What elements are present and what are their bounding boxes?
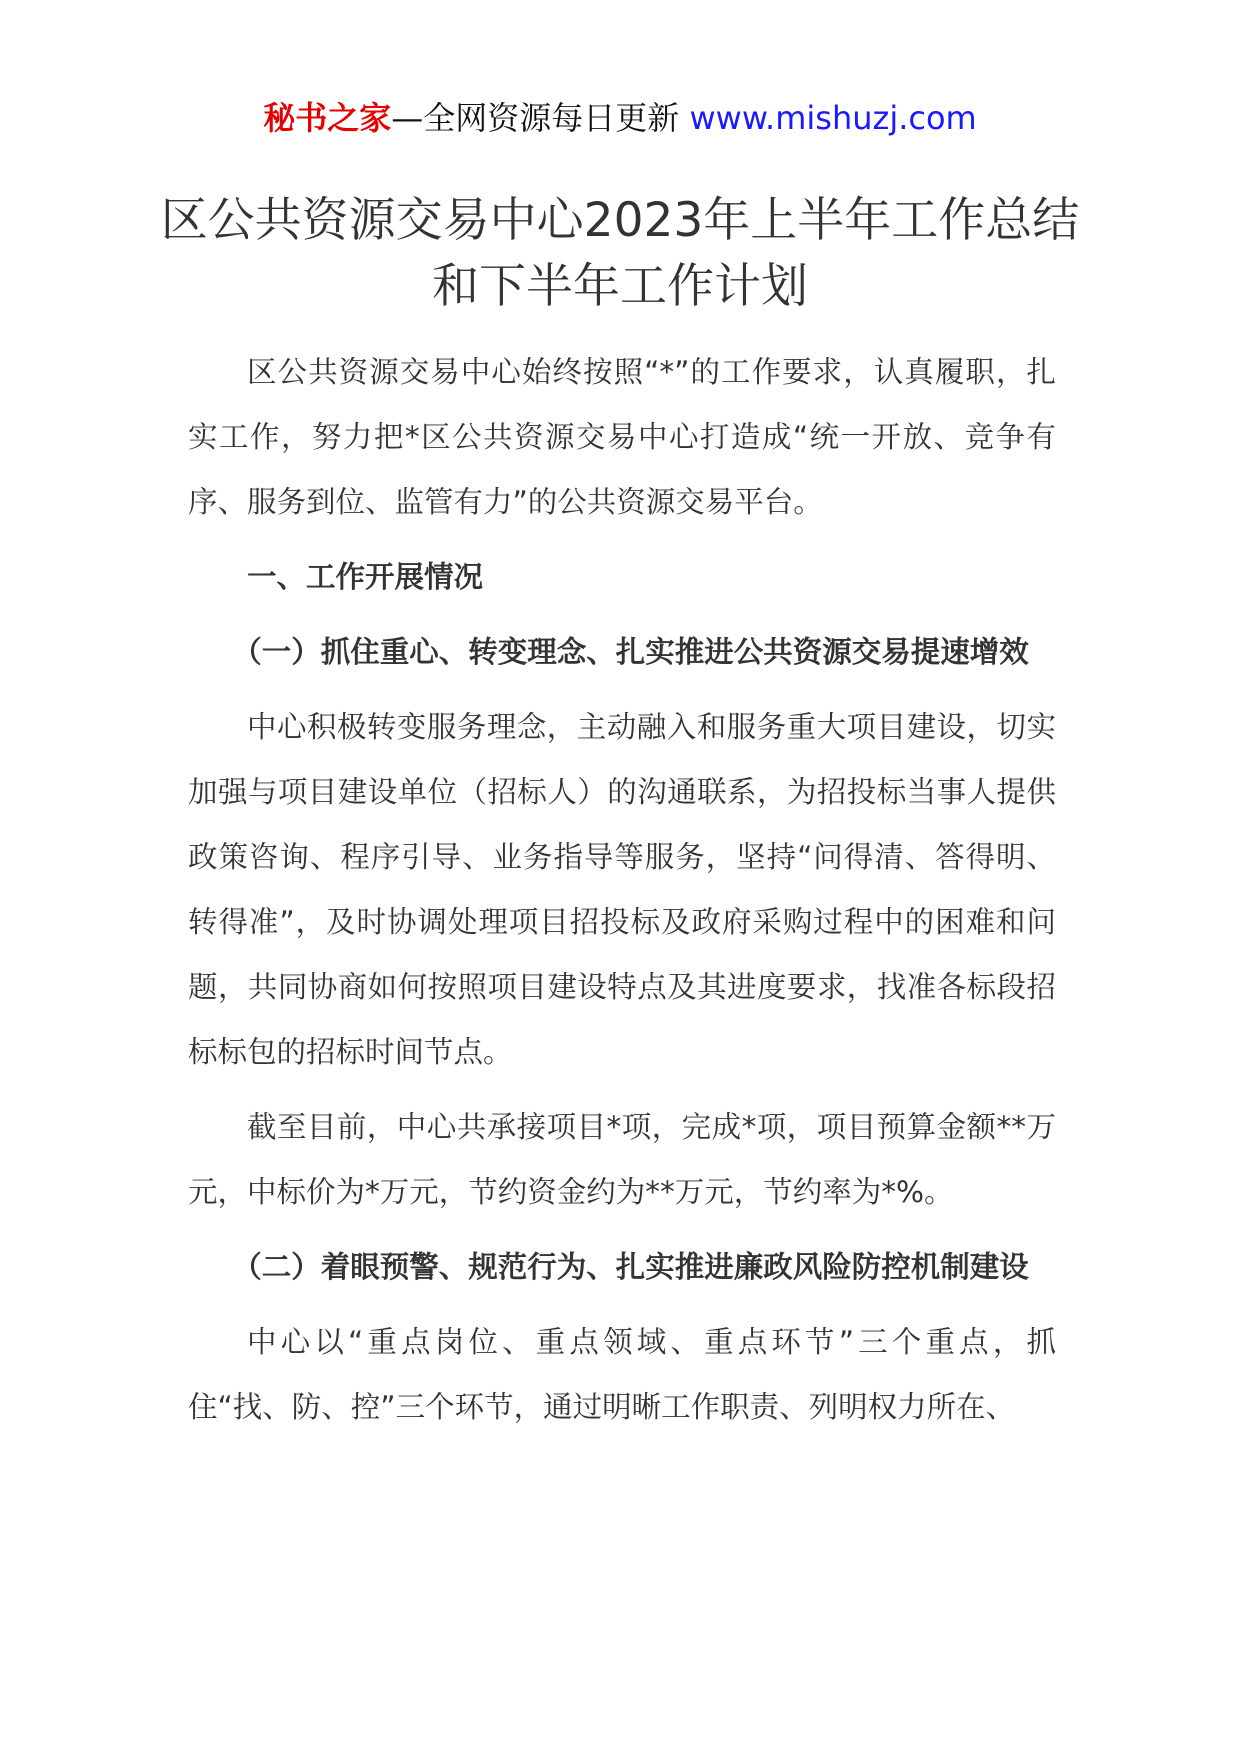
subsection-heading-1: （一）抓住重心、转变理念、扎实推进公共资源交易提速增效 [232, 635, 1029, 669]
subsection-heading-2: （二）着眼预警、规范行为、扎实推进廉政风险防控机制建设 [232, 1250, 1029, 1284]
document-title: 区公共资源交易中心2023年上半年工作总结和下半年工作计划 [160, 193, 1080, 314]
intro-paragraph: 区公共资源交易中心始终按照“*”的工作要求，认真履职，扎实工作，努力把*区公共资源交易中心打造成“统一开放、竞争有序、服务到位、监管有力”的公共资源交易平台。 [188, 355, 1056, 519]
site-banner [0, 96, 1240, 140]
banner-url-link[interactable]: www.mishuzj.com [689, 99, 977, 137]
section-heading-work-progress: 一、工作开展情况 [247, 560, 484, 594]
subsection-1-paragraph-2: 截至目前，中心共承接项目*项，完成*项，项目预算金额**万元，中标价为*万元，节约资金约为**万元，节约率为*%。 [188, 1110, 1056, 1209]
banner-brand: 秘书之家 [263, 99, 392, 137]
subsection-2-paragraph-1: 中心以“重点岗位、重点领域、重点环节”三个重点，抓住“找、防、控”三个环节，通过明晰工作职责、列明权力所在、 [188, 1325, 1056, 1424]
banner-slogan: —全网资源每日更新 [391, 99, 680, 137]
subsection-1-paragraph-1: 中心积极转变服务理念，主动融入和服务重大项目建设，切实加强与项目建设单位（招标人）的沟通联系，为招投标当事人提供政策咨询、程序引导、业务指导等服务，坚持“问得清、答得明、转得准”，及时协调处理项目招投标及政府采购过程中的困难和问题，共同协商如何按照项目建设特点及其进度要求，找准各标段招标标包的招标时间节点。 [188, 710, 1056, 1069]
document-body [188, 340, 1056, 1450]
